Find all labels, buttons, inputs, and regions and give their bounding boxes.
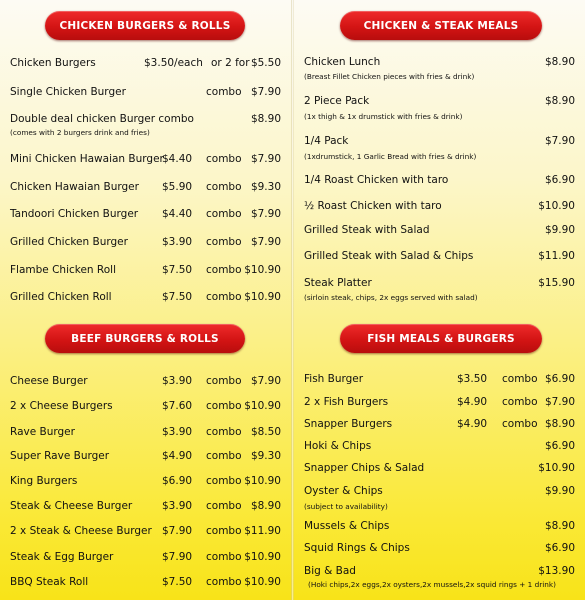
- item-name: 1/4 Roast Chicken with taro: [304, 174, 449, 186]
- item-name: BBQ Steak Roll: [10, 576, 89, 588]
- item-name: Chicken Hawaian Burger: [10, 181, 139, 193]
- combo-label: combo: [206, 450, 242, 462]
- combo-price: $9.30: [250, 181, 281, 193]
- combo-price: $9.90: [544, 485, 575, 497]
- combo-label: combo: [502, 396, 538, 408]
- item-note: (sirloin steak, chips, 2x eggs served with salad): [304, 293, 478, 302]
- chicken-burgers-heading: CHICKEN BURGERS & ROLLS: [45, 11, 245, 40]
- combo-price: $10.90: [244, 400, 281, 412]
- combo-price: $8.90: [250, 113, 281, 125]
- item-price: $3.90: [162, 236, 193, 248]
- combo-price: $13.90: [538, 565, 575, 577]
- item-name: Grilled Steak with Salad & Chips: [304, 250, 474, 262]
- combo-price: $10.90: [244, 475, 281, 487]
- item-price: $4.90: [162, 450, 193, 462]
- item-price: $8.90: [544, 95, 575, 107]
- item-name: 2 x Steak & Cheese Burger: [10, 525, 152, 537]
- combo-price: $10.90: [244, 291, 281, 303]
- item-name: Snapper Burgers: [304, 418, 393, 430]
- item-name: Steak Platter: [304, 277, 372, 289]
- combo-label: combo: [502, 373, 538, 385]
- item-price: $4.40: [162, 208, 193, 220]
- item-name: 1/4 Pack: [304, 135, 349, 147]
- combo-label: combo: [206, 86, 242, 98]
- combo-label: combo: [206, 236, 242, 248]
- fish-meals-heading: FISH MEALS & BURGERS: [340, 324, 542, 353]
- chicken-steak-heading: CHICKEN & STEAK MEALS: [340, 11, 542, 40]
- combo-price: $7.90: [250, 236, 281, 248]
- combo-label: combo: [206, 576, 242, 588]
- item-name: Big & Bad: [304, 565, 356, 577]
- combo-label: combo: [206, 153, 242, 165]
- item-note: (Hoki chips,2x eggs,2x oysters,2x mussels,2x squid rings + 1 drink): [308, 580, 557, 589]
- combo-price: $5.50: [250, 57, 281, 69]
- item-price: $8.90: [544, 56, 575, 68]
- item-price: $7.90: [544, 135, 575, 147]
- combo-label: combo: [206, 375, 242, 387]
- combo-label: combo: [206, 475, 242, 487]
- item-name: Chicken Burgers: [10, 57, 96, 69]
- item-note: (Breast Fillet Chicken pieces with fries & drink): [304, 72, 475, 81]
- combo-label: combo: [206, 525, 242, 537]
- item-name: Super Rave Burger: [10, 450, 110, 462]
- item-name: Double deal chicken Burger combo: [10, 113, 194, 125]
- item-price: $15.90: [538, 277, 575, 289]
- item-name: Cheese Burger: [10, 375, 88, 387]
- item-price: $7.60: [162, 400, 193, 412]
- item-name: Steak & Cheese Burger: [10, 500, 133, 512]
- combo-price: $8.90: [544, 418, 575, 430]
- item-price: $6.90: [544, 174, 575, 186]
- item-note: (1xdrumstick, 1 Garlic Bread with fries & drink): [304, 152, 477, 161]
- combo-price: $8.90: [250, 500, 281, 512]
- combo-price: $8.50: [250, 426, 281, 438]
- item-price: $3.90: [162, 426, 193, 438]
- item-price: $4.40: [162, 153, 193, 165]
- item-name: Fish Burger: [304, 373, 364, 385]
- item-name: King Burgers: [10, 475, 78, 487]
- combo-label: or 2 for: [211, 57, 250, 69]
- item-price: $7.50: [162, 576, 193, 588]
- item-name: Grilled Steak with Salad: [304, 224, 430, 236]
- combo-price: $7.90: [250, 375, 281, 387]
- combo-label: combo: [206, 400, 242, 412]
- item-price: $4.90: [457, 396, 488, 408]
- beef-burgers-heading: BEEF BURGERS & ROLLS: [45, 324, 245, 353]
- item-name: Oyster & Chips: [304, 485, 383, 497]
- item-price: $7.50: [162, 291, 193, 303]
- item-name: Grilled Chicken Roll: [10, 291, 112, 303]
- combo-price: $6.90: [544, 542, 575, 554]
- item-price: $3.50: [457, 373, 488, 385]
- item-name: Mini Chicken Hawaian Burger: [10, 153, 164, 165]
- combo-price: $6.90: [544, 440, 575, 452]
- combo-label: combo: [206, 208, 242, 220]
- item-price: $9.90: [544, 224, 575, 236]
- item-name: Rave Burger: [10, 426, 75, 438]
- combo-label: combo: [206, 181, 242, 193]
- combo-label: combo: [206, 264, 242, 276]
- item-price: $4.90: [457, 418, 488, 430]
- item-name: Squid Rings & Chips: [304, 542, 410, 554]
- item-name: 2 x Cheese Burgers: [10, 400, 113, 412]
- item-price: $7.50: [162, 264, 193, 276]
- item-name: Chicken Lunch: [304, 56, 381, 68]
- combo-price: $8.90: [544, 520, 575, 532]
- combo-price: $6.90: [544, 373, 575, 385]
- combo-price: $10.90: [244, 551, 281, 563]
- item-note: (comes with 2 burgers drink and fries): [10, 128, 150, 137]
- item-name: 2 Piece Pack: [304, 95, 370, 107]
- combo-price: $10.90: [538, 462, 575, 474]
- item-name: ½ Roast Chicken with taro: [304, 200, 442, 212]
- item-name: Steak & Egg Burger: [10, 551, 114, 563]
- item-name: Mussels & Chips: [304, 520, 390, 532]
- combo-label: combo: [206, 500, 242, 512]
- item-price: $3.90: [162, 375, 193, 387]
- item-price: $3.50/each: [144, 57, 203, 69]
- item-note: (subject to availability): [304, 502, 388, 511]
- item-price: $7.90: [162, 525, 193, 537]
- item-price: $6.90: [162, 475, 193, 487]
- item-price: $5.90: [162, 181, 193, 193]
- item-price: $11.90: [538, 250, 575, 262]
- item-price: $7.90: [162, 551, 193, 563]
- item-name: Snapper Chips & Salad: [304, 462, 425, 474]
- item-name: Single Chicken Burger: [10, 86, 126, 98]
- combo-label: combo: [206, 551, 242, 563]
- combo-price: $7.90: [544, 396, 575, 408]
- combo-price: $7.90: [250, 208, 281, 220]
- combo-label: combo: [206, 291, 242, 303]
- combo-price: $9.30: [250, 450, 281, 462]
- combo-price: $10.90: [244, 576, 281, 588]
- combo-price: $7.90: [250, 153, 281, 165]
- item-name: Tandoori Chicken Burger: [10, 208, 139, 220]
- combo-price: $10.90: [244, 264, 281, 276]
- combo-price: $11.90: [244, 525, 281, 537]
- item-name: Hoki & Chips: [304, 440, 372, 452]
- left-column: [0, 0, 291, 600]
- combo-label: combo: [206, 426, 242, 438]
- item-note: (1x thigh & 1x drumstick with fries & drink): [304, 112, 463, 121]
- combo-price: $7.90: [250, 86, 281, 98]
- item-name: 2 x Fish Burgers: [304, 396, 389, 408]
- item-price: $3.90: [162, 500, 193, 512]
- item-name: Grilled Chicken Burger: [10, 236, 128, 248]
- combo-label: combo: [502, 418, 538, 430]
- item-price: $10.90: [538, 200, 575, 212]
- item-name: Flambe Chicken Roll: [10, 264, 116, 276]
- right-column: [294, 0, 585, 600]
